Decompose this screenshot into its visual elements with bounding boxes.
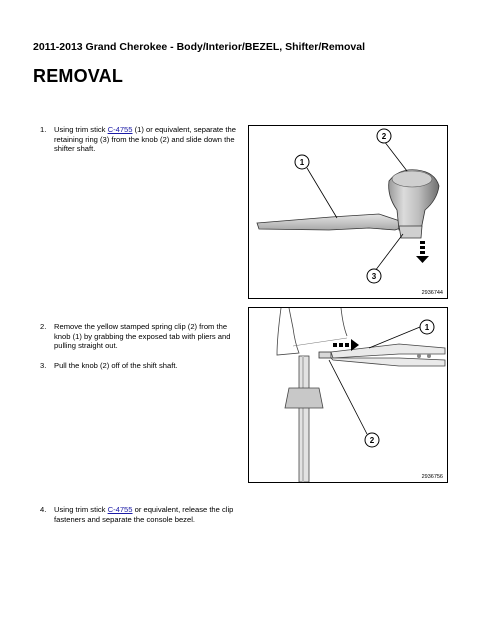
downward-motion-arrow xyxy=(416,241,429,263)
svg-text:2: 2 xyxy=(369,436,375,445)
tool-link-c4755[interactable]: C-4755 xyxy=(107,125,133,134)
callout-3 xyxy=(367,269,381,283)
page-title: 2011-2013 Grand Cherokee - Body/Interior/BEZEL, Shifter/Removal xyxy=(33,41,366,53)
shifter-knob xyxy=(277,308,299,355)
figure-code: 2936744 xyxy=(421,290,443,296)
tool-link-c4755[interactable]: C-4755 xyxy=(107,505,133,514)
figure-code: 2936756 xyxy=(421,474,443,480)
step-2 xyxy=(40,322,240,351)
step-3 xyxy=(40,361,240,371)
figure-2-illustration xyxy=(249,308,447,482)
figure-2 xyxy=(248,307,448,483)
step-1 xyxy=(40,125,240,154)
step-text: Remove the yellow stamped spring clip (2) from the knob (1) by grabbing the exposed tab with pliers and pulling straight out. xyxy=(54,322,231,351)
step-number: 4. xyxy=(40,505,47,514)
svg-text:1: 1 xyxy=(299,158,305,167)
step-4 xyxy=(40,505,240,524)
svg-text:3: 3 xyxy=(371,272,377,281)
step-number: 3. xyxy=(40,361,47,370)
figure-1-illustration xyxy=(249,126,447,298)
step-text: Pull the knob (2) off of the shift shaft. xyxy=(54,361,178,370)
step-number: 2. xyxy=(40,322,47,331)
trim-stick xyxy=(257,214,409,230)
section-heading: REMOVAL xyxy=(33,66,124,86)
svg-text:2: 2 xyxy=(381,132,387,141)
callout-1 xyxy=(420,320,434,334)
svg-text:1: 1 xyxy=(424,323,430,332)
step-text: Using trim stick C-4755 or equivalent, release the clip fasteners and separate the console bezel. xyxy=(54,505,234,524)
callout-2 xyxy=(365,433,379,447)
retaining-ring xyxy=(399,226,422,238)
step-number: 1. xyxy=(40,125,47,134)
spring-clip xyxy=(319,352,331,358)
callout-2 xyxy=(377,129,391,143)
figure-1 xyxy=(248,125,448,299)
callout-1 xyxy=(295,155,309,169)
step-text: Using trim stick C-4755 (1) or equivalent, separate the retaining ring (3) from the knob (2) and slide down the shifter shaft. xyxy=(54,125,236,154)
